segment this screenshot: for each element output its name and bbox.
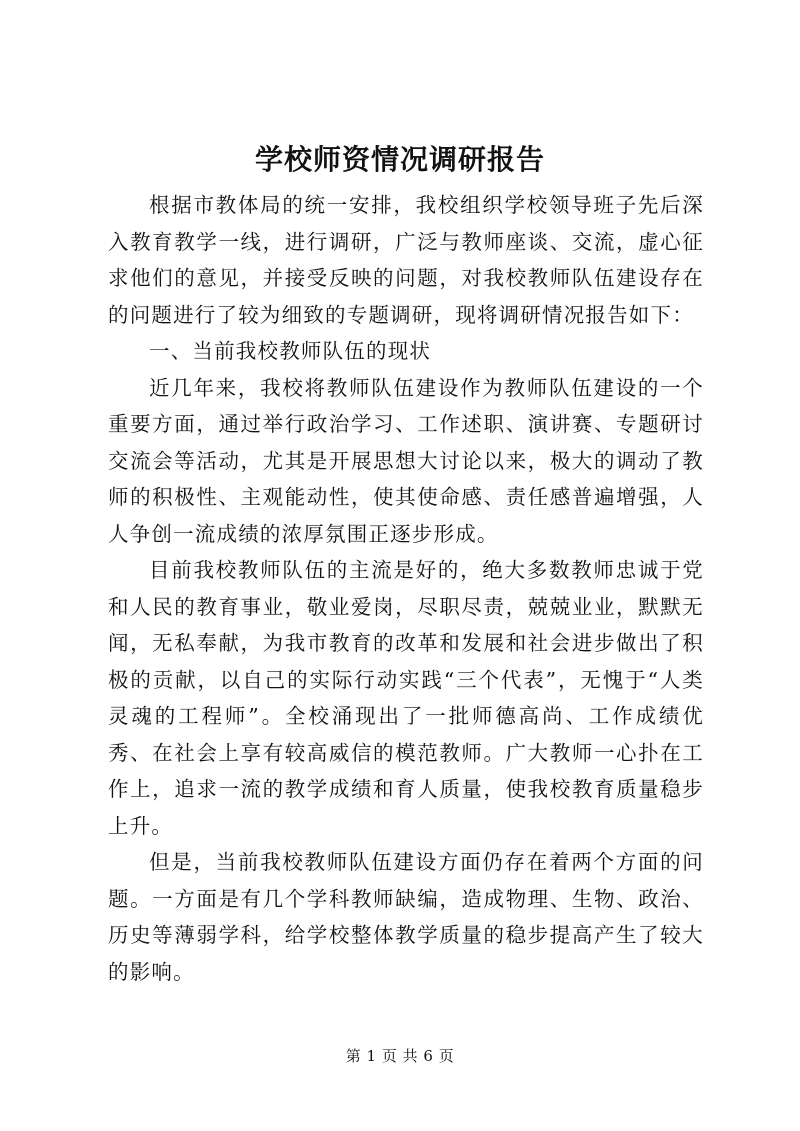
section-heading: 一、当前我校教师队伍的现状 xyxy=(149,339,432,363)
paragraph-mainstream: 目前我校教师队伍的主流是好的，绝大多数教师忠诚于党和人民的教育事业，敬业爱岗，尽职尽责，兢兢业业，默默无闻，无私奉献，为我市教育的改革和发展和社会进步做出了积极的贡献，以自己的实际行动实践“三个代表”，无愧于“人类灵魂的工程师”。全校涌现出了一批师德高尚、工作成绩优秀、在社会上享有较高威信的模范教师。广大教师一心扑在工作上，追求一流的教学成绩和育人质量，使我校教育质量稳步上升。 xyxy=(108,558,704,838)
paragraph-recent-years: 近几年来，我校将教师队伍建设作为教师队伍建设的一个重要方面，通过举行政治学习、工作述职、演讲赛、专题研讨交流会等活动，尤其是开展思想大讨论以来，极大的调动了教师的积极性、主观能动性，使其使命感、责任感普遍增强，人人争创一流成绩的浓厚氛围正逐步形成。 xyxy=(108,375,704,546)
paragraph-problems: 但是，当前我校教师队伍建设方面仍存在着两个方面的问题。一方面是有几个学科教师缺编，造成物理、生物、政治、历史等薄弱学科，给学校整体教学质量的稳步提高产生了较大的影响。 xyxy=(108,850,704,984)
document-body xyxy=(108,187,704,990)
page-number: 第 1 页 共 6 页 xyxy=(345,1047,455,1065)
document-title: 学校师资情况调研报告 xyxy=(254,143,545,176)
paragraph-intro: 根据市教体局的统一安排，我校组织学校领导班子先后深入教育教学一线，进行调研，广泛与教师座谈、交流，虚心征求他们的意见，并接受反映的问题，对我校教师队伍建设存在的问题进行了较为细致的专题调研，现将调研情况报告如下： xyxy=(108,193,704,327)
